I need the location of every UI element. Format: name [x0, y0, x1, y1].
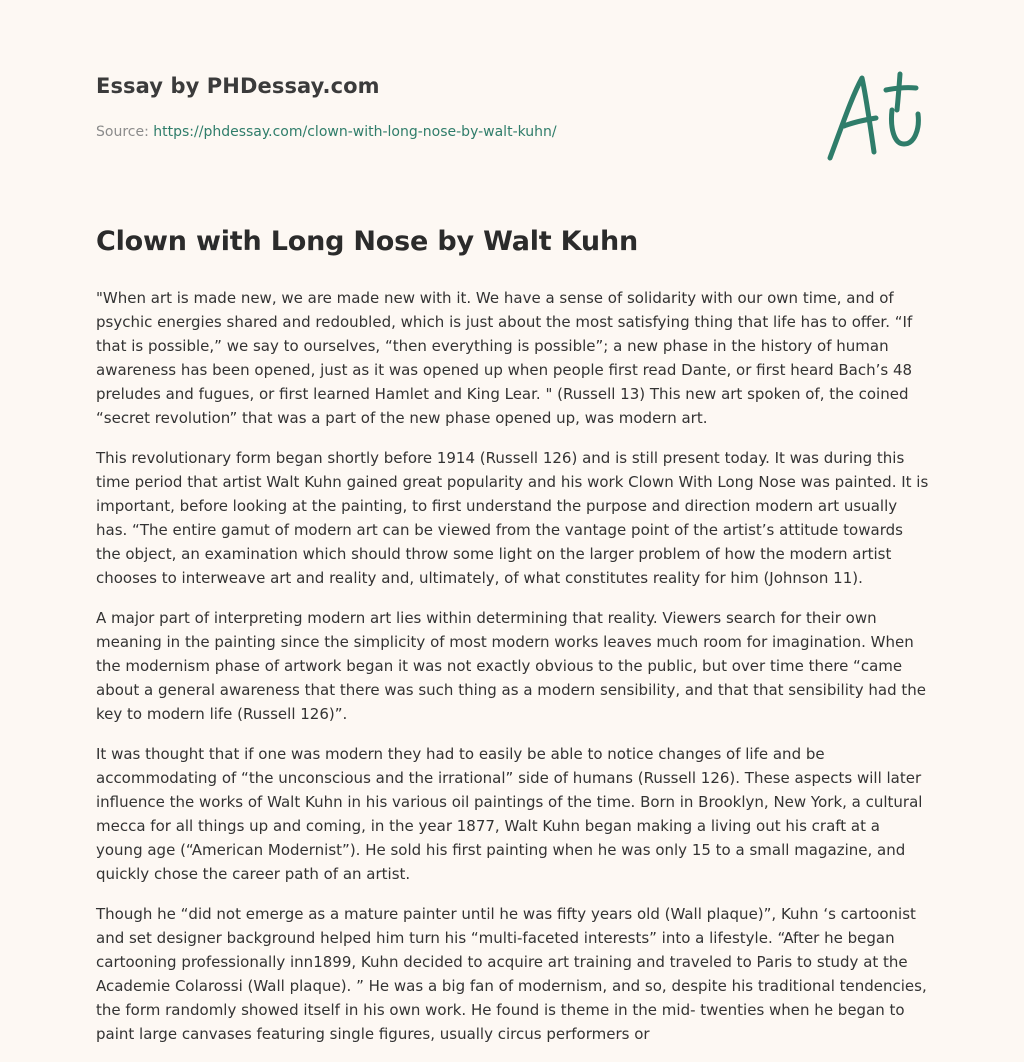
essay-paragraph: A major part of interpreting modern art lies within determining that reality. Viewers search for their own meaning in the painting since the simplicity of most modern works leaves much room for imagination. When the modernism phase of artwork began it was not exactly obvious to the public, but over time there “came about a general awareness that there was such thing as a modern sensibility, and that that sensibility had the key to modern life (Russell 126)”. — [96, 609, 926, 723]
source-link[interactable]: https://phdessay.com/clown-with-long-nose-by-walt-kuhn/ — [153, 124, 557, 140]
essay-body — [96, 286, 930, 1062]
brand-title: Essay by PHDessay.com — [96, 74, 380, 98]
essay-paragraph: This revolutionary form began shortly before 1914 (Russell 126) and is still present today. It was during this time period that artist Walt Kuhn gained great popularity and his work Clown With Long Nose was painted. It is important, before looking at the painting, to first understand the purpose and direction modern art usually has. “The entire gamut of modern art can be viewed from the vantage point of the artist’s attitude towards the object, an examination which should throw some light on the larger problem of how the modern artist chooses to interweave art and reality and, ultimately, of what constitutes reality for him (Johnson 11). — [96, 449, 929, 587]
essay-paragraph: "When art is made new, we are made new with it. We have a sense of solidarity with our own time, and of psychic energies shared and redoubled, which is just about the most satisfying thing that life has to offer. “If that is possible,” we say to ourselves, “then everything is possible”; a new phase in the history of human awareness has been opened, just as it was opened up when people first read Dante, or first heard Bach’s 48 preludes and fugues, or first learned Hamlet and King Lear. " (Russell 13) This new art spoken of, the coined “secret revolution” that was a part of the new phase opened up, was modern art. — [96, 289, 913, 427]
essay-paragraph: It was thought that if one was modern they had to easily be able to notice changes of life and be accommodating of “the unconscious and the irrational” side of humans (Russell 126). These aspects will later influence the works of Walt Kuhn in his various oil paintings of the time. Born in Brooklyn, New York, a cultural mecca for all things up and coming, in the year 1877, Walt Kuhn began making a living out his craft at a young age (“American Modernist”). He sold his first painting when he was only 15 to a small magazine, and quickly chose the career path of an artist. — [96, 745, 923, 883]
a-plus-grade-icon — [820, 66, 930, 166]
site-header — [96, 74, 796, 140]
source-line — [96, 124, 796, 140]
essay-paragraph: Though he “did not emerge as a mature painter until he was fifty years old (Wall plaque)”, Kuhn ‘s cartoonist and set designer background helped him turn his “multi-faceted interests” into a lifestyle. “After he began cartooning professionally inn1899, Kuhn decided to acquire art training and traveled to Paris to study at the Academie Colarossi (Wall plaque). ” He was a big fan of modernism, and so, despite his traditional tendencies, the form randomly showed itself in his own work. He found is theme in the mid- twenties when he began to paint large canvases featuring single figures, usually circus performers or — [96, 905, 927, 1043]
essay-title: Clown with Long Nose by Walt Kuhn — [96, 226, 638, 257]
source-label: Source: — [96, 124, 149, 140]
